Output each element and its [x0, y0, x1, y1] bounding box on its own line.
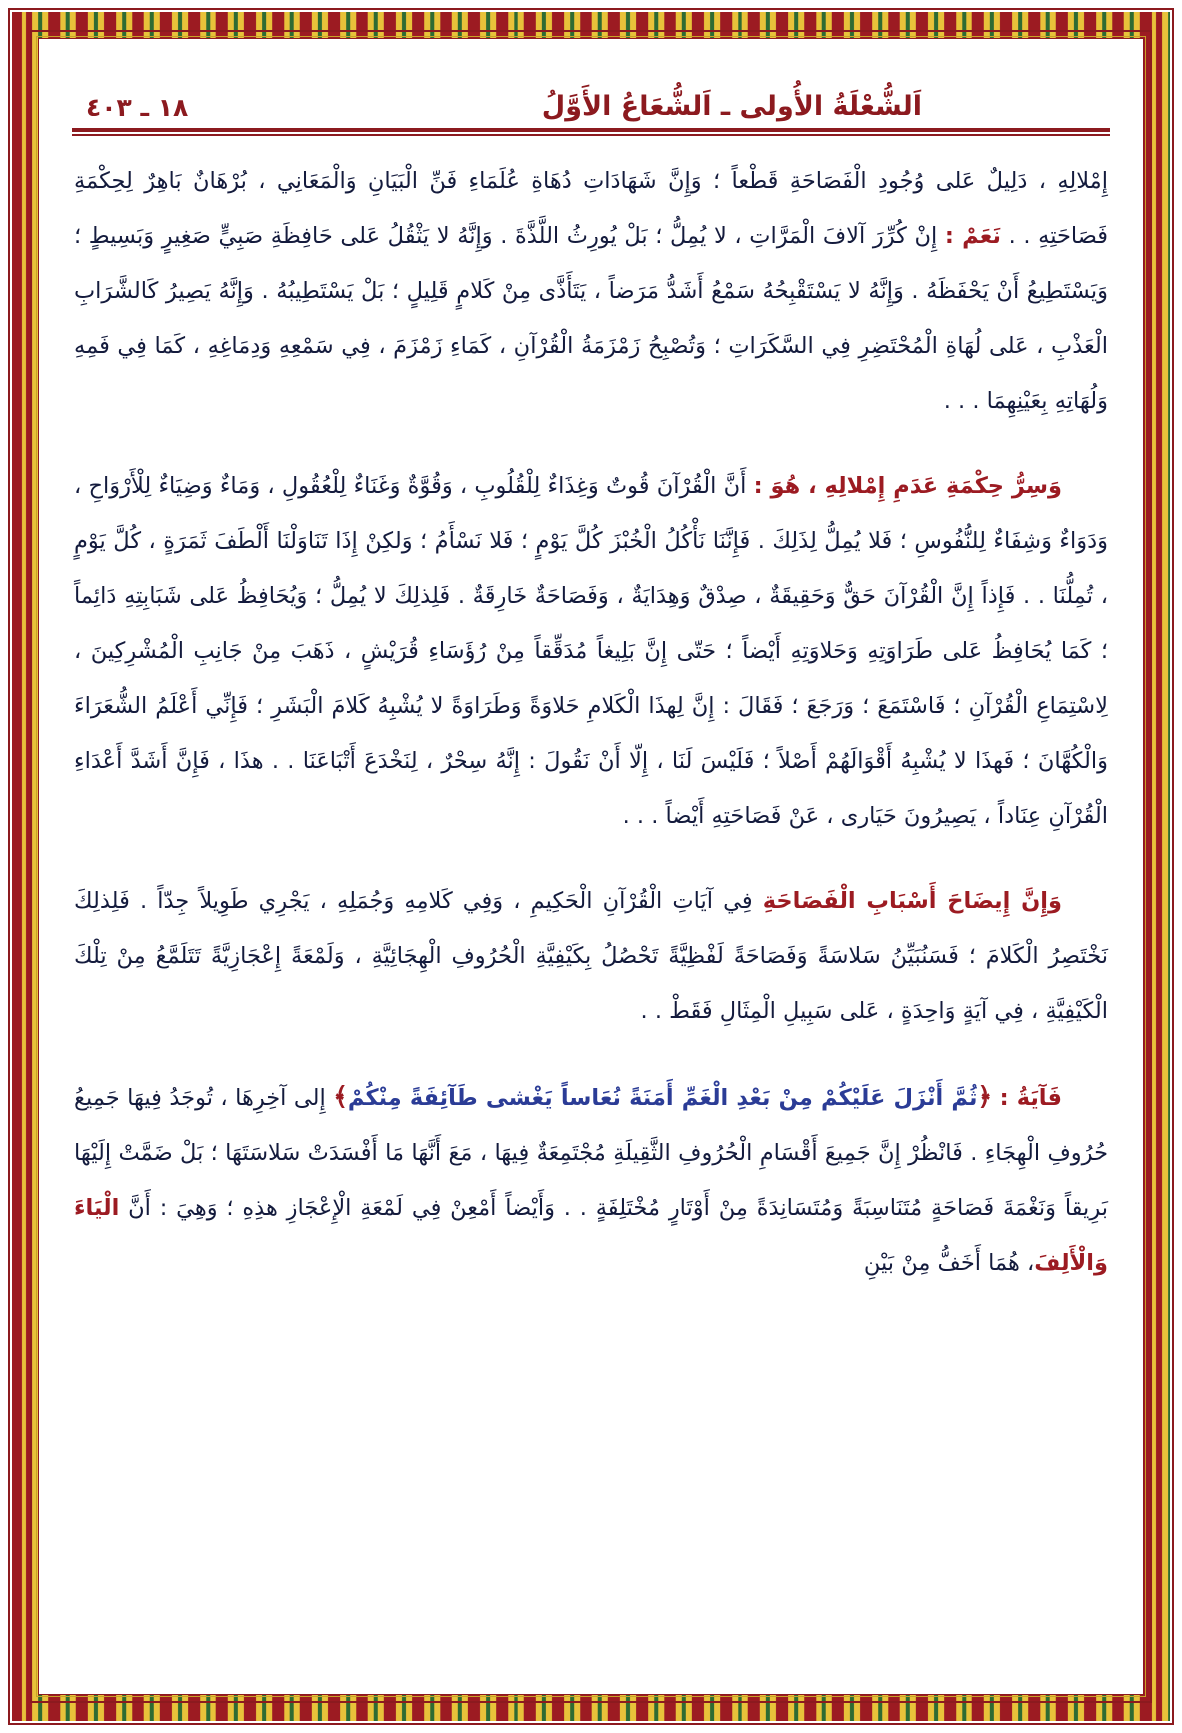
- paragraph-4-text: إِلى آخِرِهَا ، تُوجَدُ فِيهَا جَمِيعُ حُرُوفِ الْهِجَاءِ . فَانْظُرْ إِنَّ جَمِيعَ أَقْسَامِ الْحُرُوفِ الثَّقِيلَةِ مُجْتَمِعَةٌ فِيهَا ، مَعَ أَنَّهَا مَا أَفْسَدَتْ سَلاسَتَهَا ؛ بَلْ ضَمَّتْ إِلَيْهَا بَرِيقاً وَنَغْمَةَ فَصَاحَةٍ مُتَنَاسِبَةً وَمُتَسَانِدَةً مِنْ أَوْتَارٍ مُخْتَلِفَةٍ . . وَأَيْضاً أَمْعِنْ فِي لَمْعَةِ الْإِعْجَازِ هذِهِ ؛ وَهِيَ : أَنَّ: [74, 1085, 1109, 1221]
- paragraph-3: [74, 874, 1108, 1039]
- paragraph-1-highlight: نَعَمْ :: [944, 223, 1001, 249]
- verse-bracket-open-icon: ﴿: [977, 1082, 993, 1111]
- paragraph-3-lead-red: وَإِنَّ إِيضَاحَ أَسْبَابِ الْفَصَاحَةِ: [762, 888, 1062, 914]
- page-content: [46, 44, 1136, 1689]
- page-title: اَلشُّعْلَةُ الأُولى ـ اَلشُّعَاعُ الأَوَّلُ: [541, 91, 922, 122]
- paragraph-2-lead-red: وَسِرُّ حِكْمَةِ عَدَمِ إِمْلالِهِ ، هُوَ :: [753, 473, 1063, 499]
- quran-verse-text: ثُمَّ أَنْزَلَ عَلَيْكُمْ مِنْ بَعْدِ الْغَمِّ أَمَنَةً نُعَاساً يَغْشى طَآئِفَةً مِنْكُمْ: [347, 1085, 978, 1111]
- paragraph-4-highlight: الْيَاءَ وَالْأَلِفَ: [74, 1195, 1108, 1276]
- header-divider: [72, 128, 1110, 136]
- page-header: [70, 62, 1112, 122]
- paragraph-4-text-after: ، هُمَا أَخَفُّ مِنْ بَيْنِ: [863, 1250, 1035, 1276]
- body-text: [70, 138, 1112, 1291]
- paragraph-1-text-before: إِمْلالِهِ ، دَلِيلٌ عَلى وُجُودِ الْفَصَاحَةِ قَطْعاً ؛ وَإِنَّ شَهَادَاتِ دُهَاةِ عُلَمَاءِ فَنِّ الْبَيَانِ وَالْمَعَانِي ، بُرْهَانٌ بَاهِرٌ لِحِكْمَةِ فَصَاحَتِهِ . .: [74, 168, 1109, 249]
- paragraph-2: [74, 459, 1108, 844]
- paragraph-4-verse-block: [74, 1069, 1108, 1291]
- divider-thin-line: [72, 134, 1110, 136]
- verse-bracket-close-icon: ﴾: [333, 1082, 348, 1111]
- paragraph-2-text: أَنَّ الْقُرْآنَ قُوتٌ وَغِذَاءٌ لِلْقُلُوبِ ، وَقُوَّةٌ وَغَنَاءٌ لِلْعُقُولِ ، وَمَاءٌ وَضِيَاءٌ لِلْأَرْوَاحِ ، وَدَوَاءٌ وَشِفَاءٌ لِلنُّفُوسِ ؛ فَلا يُمِلُّ لِذَلِكَ . فَإِنَّنَا نَأْكُلُ الْخُبْزَ كُلَّ يَوْمٍ ؛ فَلا نَسْأَمُ ؛ وَلكِنْ إِذَا تَنَاوَلْنَا أَلْطَفَ ثَمَرَةٍ ، كُلَّ يَوْمٍ ، تُمِلُّنَا . . فَإِذاً إِنَّ الْقُرْآنَ حَقٌّ وَحَقِيقَةٌ ، صِدْقٌ وَهِدَايَةٌ ، وَفَصَاحَةٌ خَارِقَةٌ . فَلِذلِكَ لا يُمِلُّ ؛ وَيُحَافِظُ عَلى شَبَابِتِهِ دَائِماً ؛ كَمَا يُحَافِظُ عَلى طَرَاوَتِهِ وَحَلاوَتِهِ أَيْضاً ؛ حَتّى إِنَّ بَلِيغاً مُدَقِّقاً مِنْ رُؤَسَاءِ قُرَيْشٍ ، ذَهَبَ مِنْ جَانِبِ الْمُشْرِكِينَ ، لِاسْتِمَاعِ الْقُرْآنِ ؛ فَاسْتَمَعَ ؛ وَرَجَعَ ؛ فَقَالَ : إِنَّ لِهذَا الْكَلامِ حَلاوَةً وَطَرَاوَةً لا يُشْبِهُ كَلامَ الْبَشَرِ ؛ فَإِنِّي أَعْلَمُ الشُّعَرَاءَ وَالْكُهَّانَ ؛ فَهذَا لا يُشْبِهُ أَقْوَالَهُمْ أَصْلاً ؛ فَلَيْسَ لَنَا ، إِلّا أَنْ نَقُولَ : إِنَّهُ سِحْرٌ ، لِنَخْدَعَ أَتْبَاعَنَا . . هذَا ، فَإِنَّ أَشَدَّ أَعْدَاءِ الْقُرْآنِ عِنَاداً ، يَصِيرُونَ حَيَارى ، عَنْ فَصَاحَتِهِ أَيْضاً . . .: [74, 473, 1108, 829]
- verse-label: فَآيَةُ :: [999, 1085, 1062, 1111]
- paragraph-3-text: فِي آيَاتِ الْقُرْآنِ الْحَكِيمِ ، وَفِي كَلامِهِ وَجُمَلِهِ ، يَجْرِي طَوِيلاً جِدّاً . فَلِذلِكَ نَخْتَصِرُ الْكَلامَ ؛ فَسَنُبَيِّنُ سَلاسَةً وَفَصَاحَةً لَفْظِيَّةً تَحْصُلُ بِكَيْفِيَّةِ الْحُرُوفِ الْهِجَائِيَّةِ ، وَلَمْعَةً إِعْجَازِيَّةً تَتَلَمَّعُ مِنْ تِلْكَ الْكَيْفِيَّةِ ، فِي آيَةٍ وَاحِدَةٍ ، عَلى سَبِيلِ الْمِثَالِ فَقَطْ . .: [74, 888, 1108, 1024]
- paragraph-1-text-after: إِنْ كُرِّرَ آلافَ الْمَرَّاتِ ، لا يُمِلُّ ؛ بَلْ يُورِثُ اللَّذَّةَ . وَإِنَّهُ لا يَثْقُلُ عَلى حَافِظَةِ صَبِيٍّ صَغِيرٍ وَبَسِيطٍ ؛ وَيَسْتَطِيعُ أَنْ يَحْفَظَهُ . وَإِنَّهُ لا يَسْتَقْبِحُهُ سَمْعُ أَشَدُّ مَرَضاً ، يَتَأَذَّى مِنْ كَلامٍ قَلِيلٍ ؛ بَلْ يَسْتَطِيبُهُ . وَإِنَّهُ يَصِيرُ كَالشَّرَابِ الْعَذْبِ ، عَلى لُهَاةِ الْمُحْتَضِرِ فِي السَّكَرَاتِ ؛ وَتُصْبِحُ زَمْزَمَةُ الْقُرْآنِ ، كَمَاءِ زَمْزَمَ ، فِي سَمْعِهِ وَدِمَاغِهِ ، كَمَا فِي فَمِهِ وَلُهَاتِهِ بِعَيْنِهِمَا . . .: [74, 223, 1108, 414]
- paragraph-1: [74, 154, 1108, 429]
- page-number: ١٨ ـ ٤٠٣: [86, 93, 189, 122]
